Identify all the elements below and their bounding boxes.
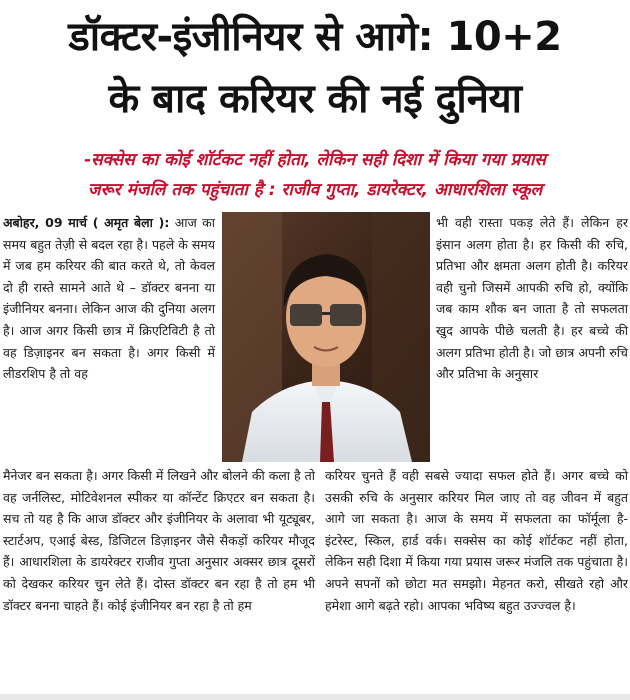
bottom-divider [0, 694, 630, 700]
article-column-bottom-right [325, 465, 628, 616]
subheadline [0, 145, 630, 205]
portrait-photo [222, 212, 430, 462]
subheadline-line-2: जरूर मंजलि तक पहुंचाता है : राजीव गुप्ता, डायरेक्टर, आधारशिला स्कूल [87, 180, 543, 200]
dateline: अबोहर, 09 मार्च ( अमृत बेला ): [3, 215, 170, 230]
article-column-bottom-left [3, 465, 315, 616]
article-text-bottom-right: करियर चुनते हैं वही सबसे ज्यादा सफल होते हैं। अगर बच्चे को उसकी रुचि के अनुसार करियर मिल जाए तो वह जीवन में बहुत आगे जा सकता है। आज के समय में सफलता का फॉर्मूला है- इंटरेस्ट, स्किल, हार्ड वर्क। सक्सेस का कोई शॉर्टकट नहीं होता, लेकिन सही दिशा में किया गया प्रयास जरूर मंजलि तक पहुंचाता है। अपने सपनों को छोटा मत समझो। मेहनत करो, सीखते रहो और हमेशा आगे बढ़ते रहो। आपका भविष्य बहुत उज्ज्वल है। [325, 468, 628, 613]
article-text-bottom-left: मैनेजर बन सकता है। अगर किसी में लिखने और बोलने की कला है तो वह जर्नलिस्ट, मोटिवेशनल स्पीकर या कॉन्टेंट क्रिएटर बन सकता है। सच तो यह है कि आज डॉक्टर और इंजीनियर के अलावा भी यूट्यूबर, स्टार्टअप, एआई बेस्ड, डिजिटल डिज़ाइनर जैसे सैकड़ों करियर मौजूद हैं। आधारशिला के डायरेक्टर राजीव गुप्ता अनुसार अक्सर छात्र दूसरों को देखकर करियर चुन लेते हैं। दोस्त डॉक्टर बन रहा है तो हम भी डॉक्टर बनना चाहते हैं। कोई इंजीनियर बन रहा है तो हम [3, 468, 315, 613]
subheadline-line-1: -सक्सेस का कोई शॉर्टकट नहीं होता, लेकिन सही दिशा में किया गया प्रयास [84, 150, 546, 170]
article-text-left: आज का समय बहुत तेज़ी से बदल रहा है। पहले के समय में जब हम करियर की बात करते थे, तो केवल दो ही रास्ते सामने आते थे – डॉक्टर बनना या इंजीनियर बनना। लेकिन आज की दुनिया अलग है। आज अगर किसी छात्र में क्रिएटिविटी है तो वह डिज़ाइनर बन सकता है। अगर किसी में लीडरशिप है तो वह [3, 215, 215, 382]
headline-line-1: डॉक्टर-इंजीनियर से आगे: 10+2 [68, 14, 562, 60]
portrait-image [222, 212, 430, 462]
headline-line-2: के बाद करियर की नई दुनिया [108, 76, 522, 122]
article-text-right: भी वही रास्ता पकड़ लेते हैं। लेकिन हर इंसान अलग होता है। हर किसी की रुचि, प्रतिभा और क्षमता अलग होती है। करियर वही चुनो जिसमें आपकी रुचि हो, क्योंकि जब काम शौक बन जाता है तो सफलता खुद आपके पीछे चलती है। हर बच्चे की अलग प्रतिभा होती है। जो छात्र अपनी रुचि और प्रतिभा के अनुसार [436, 215, 628, 382]
article-column-right [436, 212, 628, 385]
article-column-left [3, 212, 215, 385]
